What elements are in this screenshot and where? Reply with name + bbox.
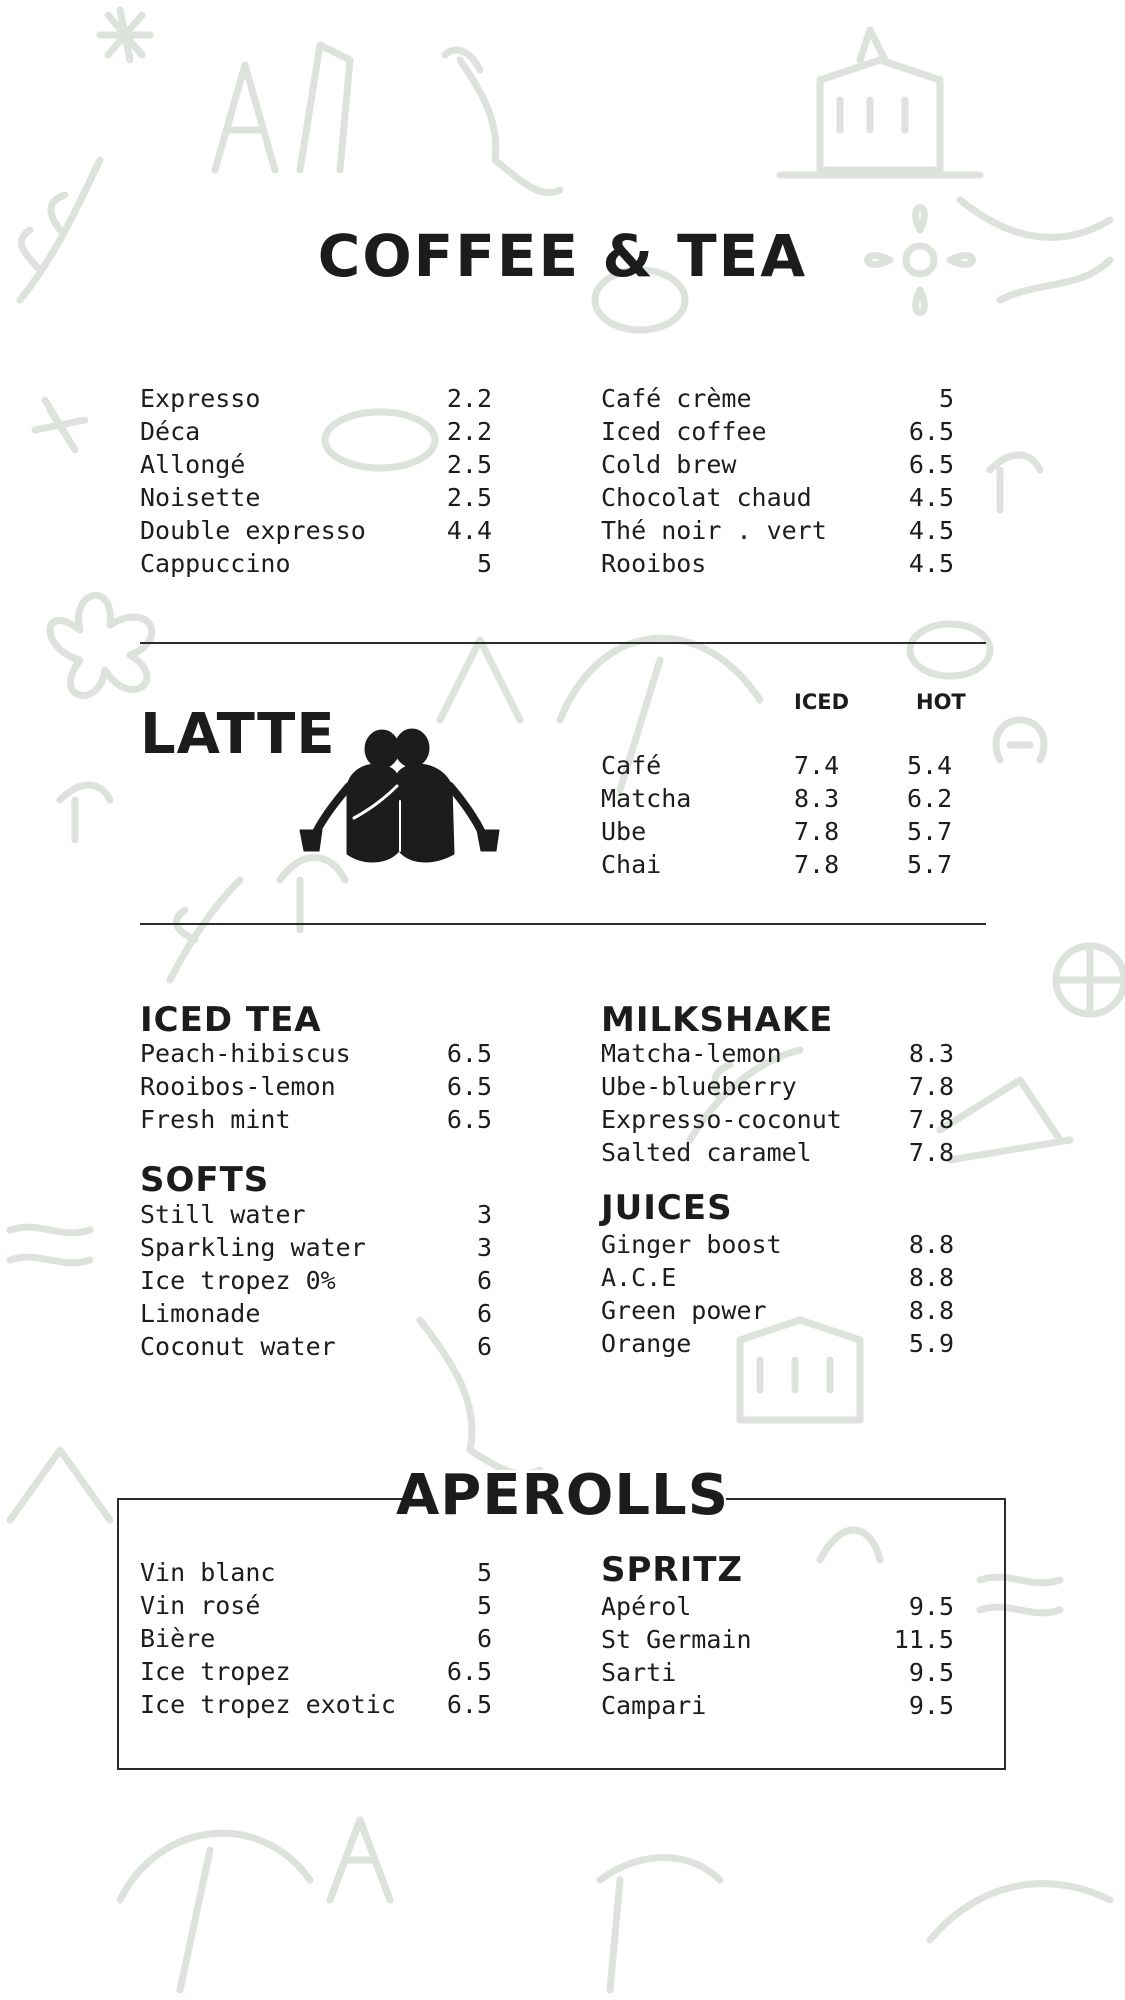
milkshake-title: MILKSHAKE xyxy=(601,1000,834,1040)
item-price: 6.5 xyxy=(908,450,954,479)
menu-item xyxy=(140,1297,492,1330)
item-name: Vin blanc xyxy=(140,1558,276,1587)
item-price: 5 xyxy=(938,384,954,413)
item-price: 9.5 xyxy=(908,1592,954,1621)
menu-item xyxy=(601,448,954,481)
item-price: 5 xyxy=(476,549,492,578)
menu-item xyxy=(601,1656,954,1689)
menu-item xyxy=(140,1655,492,1688)
menu-item xyxy=(601,1623,954,1656)
item-name: St Germain xyxy=(601,1625,752,1654)
coffee-tea-right-list xyxy=(601,382,954,580)
item-name: Cappuccino xyxy=(140,549,291,578)
item-name: Allongé xyxy=(140,450,246,479)
item-name: Orange xyxy=(601,1329,692,1358)
item-price: 6.5 xyxy=(446,1072,492,1101)
item-price: 6 xyxy=(476,1299,492,1328)
menu-item xyxy=(140,448,492,481)
item-name: Campari xyxy=(601,1691,707,1720)
latte-row xyxy=(601,749,958,782)
menu-item xyxy=(601,481,954,514)
item-price: 4.5 xyxy=(908,516,954,545)
item-price: 6 xyxy=(476,1624,492,1653)
item-name: Ginger boost xyxy=(601,1230,782,1259)
item-name: Thé noir . vert xyxy=(601,516,827,545)
item-name: Ice tropez xyxy=(140,1657,291,1686)
menu-item xyxy=(601,1228,954,1261)
latte-title: LATTE xyxy=(140,702,336,767)
menu-item xyxy=(601,382,954,415)
item-price: 6.5 xyxy=(446,1039,492,1068)
latte-iced-price: 7.8 xyxy=(794,817,840,846)
item-name: Rooibos xyxy=(601,549,707,578)
latte-item-name: Café xyxy=(601,751,662,780)
latte-iced-price: 7.4 xyxy=(794,751,840,780)
item-name: Noisette xyxy=(140,483,261,512)
item-price: 2.2 xyxy=(446,417,492,446)
item-price: 8.8 xyxy=(908,1263,954,1292)
item-price: 9.5 xyxy=(908,1658,954,1687)
item-price: 8.3 xyxy=(908,1039,954,1068)
latte-iced-price: 8.3 xyxy=(794,784,840,813)
menu-item xyxy=(601,514,954,547)
item-price: 6.5 xyxy=(446,1657,492,1686)
menu-item xyxy=(601,1136,954,1169)
menu-item xyxy=(140,1688,492,1721)
spritz-title: SPRITZ xyxy=(601,1550,744,1590)
iced-tea-list xyxy=(140,1037,492,1136)
item-name: Iced coffee xyxy=(601,417,767,446)
item-name: Peach-hibiscus xyxy=(140,1039,351,1068)
item-price: 4.5 xyxy=(908,483,954,512)
spritz-list xyxy=(601,1590,954,1722)
latte-hot-price: 6.2 xyxy=(907,784,953,813)
menu-item xyxy=(601,1327,954,1360)
item-price: 2.5 xyxy=(446,450,492,479)
juices-title: JUICES xyxy=(601,1188,733,1228)
softs-title: SOFTS xyxy=(140,1160,270,1200)
item-name: Café crème xyxy=(601,384,752,413)
item-price: 7.8 xyxy=(908,1138,954,1167)
latte-column-hot: HOT xyxy=(916,690,966,714)
menu-item xyxy=(140,1589,492,1622)
item-name: Coconut water xyxy=(140,1332,336,1361)
menu-item xyxy=(140,1070,492,1103)
item-name: Limonade xyxy=(140,1299,261,1328)
menu-item xyxy=(140,1037,492,1070)
menu-item xyxy=(601,1261,954,1294)
item-price: 6.5 xyxy=(446,1105,492,1134)
item-name: A.C.E xyxy=(601,1263,677,1292)
menu-item xyxy=(140,382,492,415)
item-price: 11.5 xyxy=(893,1625,954,1654)
latte-item-name: Chai xyxy=(601,850,662,879)
couple-illustration xyxy=(292,726,512,876)
item-price: 4.5 xyxy=(908,549,954,578)
item-price: 6.5 xyxy=(908,417,954,446)
item-price: 6.5 xyxy=(446,1690,492,1719)
item-price: 5 xyxy=(476,1558,492,1587)
milkshake-list xyxy=(601,1037,954,1169)
softs-list xyxy=(140,1198,492,1363)
divider xyxy=(140,923,986,925)
menu-item xyxy=(140,481,492,514)
latte-hot-price: 5.7 xyxy=(907,850,953,879)
menu-item xyxy=(140,547,492,580)
item-price: 7.8 xyxy=(908,1105,954,1134)
item-name: Chocolat chaud xyxy=(601,483,812,512)
menu-item xyxy=(601,1103,954,1136)
latte-hot-price: 5.4 xyxy=(907,751,953,780)
menu-item xyxy=(601,547,954,580)
item-name: Expresso xyxy=(140,384,261,413)
menu-item xyxy=(601,415,954,448)
latte-item-name: Ube xyxy=(601,817,647,846)
menu-item xyxy=(140,1198,492,1231)
item-name: Fresh mint xyxy=(140,1105,291,1134)
item-name: Sarti xyxy=(601,1658,677,1687)
item-name: Double expresso xyxy=(140,516,366,545)
menu-item xyxy=(601,1037,954,1070)
menu-item xyxy=(140,1556,492,1589)
latte-hot-price: 5.7 xyxy=(907,817,953,846)
latte-row xyxy=(601,782,958,815)
item-name: Expresso-coconut xyxy=(601,1105,842,1134)
menu-item xyxy=(140,1622,492,1655)
item-name: Ice tropez exotic xyxy=(140,1690,396,1719)
latte-row xyxy=(601,815,958,848)
item-price: 2.2 xyxy=(446,384,492,413)
item-price: 3 xyxy=(476,1233,492,1262)
menu-item xyxy=(140,1264,492,1297)
menu-item xyxy=(140,1231,492,1264)
item-price: 5 xyxy=(476,1591,492,1620)
item-price: 7.8 xyxy=(908,1072,954,1101)
aperolls-title: APEROLLS xyxy=(395,1463,730,1528)
item-price: 9.5 xyxy=(908,1691,954,1720)
item-name: Vin rosé xyxy=(140,1591,261,1620)
item-name: Matcha-lemon xyxy=(601,1039,782,1068)
item-price: 5.9 xyxy=(908,1329,954,1358)
latte-item-name: Matcha xyxy=(601,784,692,813)
menu-item xyxy=(601,1294,954,1327)
juices-list xyxy=(601,1228,954,1360)
menu-item xyxy=(601,1689,954,1722)
menu-item xyxy=(140,1330,492,1363)
latte-row xyxy=(601,848,958,881)
item-name: Salted caramel xyxy=(601,1138,812,1167)
item-price: 4.4 xyxy=(446,516,492,545)
aperolls-list xyxy=(140,1556,492,1721)
item-price: 8.8 xyxy=(908,1230,954,1259)
item-name: Déca xyxy=(140,417,201,446)
menu-item xyxy=(140,514,492,547)
menu-item xyxy=(601,1070,954,1103)
coffee-tea-title: COFFEE & TEA xyxy=(317,222,808,290)
item-name: Rooibos-lemon xyxy=(140,1072,336,1101)
item-name: Bière xyxy=(140,1624,216,1653)
latte-iced-price: 7.8 xyxy=(794,850,840,879)
menu-item xyxy=(601,1590,954,1623)
divider xyxy=(140,642,986,644)
menu-item xyxy=(140,1103,492,1136)
item-name: Apérol xyxy=(601,1592,692,1621)
latte-column-iced: ICED xyxy=(794,690,850,714)
item-price: 2.5 xyxy=(446,483,492,512)
item-name: Ice tropez 0% xyxy=(140,1266,336,1295)
item-price: 3 xyxy=(476,1200,492,1229)
menu-item xyxy=(140,415,492,448)
item-price: 6 xyxy=(476,1266,492,1295)
item-name: Sparkling water xyxy=(140,1233,366,1262)
coffee-tea-left-list xyxy=(140,382,492,580)
item-name: Ube-blueberry xyxy=(601,1072,797,1101)
item-name: Still water xyxy=(140,1200,306,1229)
iced-tea-title: ICED TEA xyxy=(140,1000,322,1040)
item-name: Cold brew xyxy=(601,450,737,479)
item-price: 8.8 xyxy=(908,1296,954,1325)
item-name: Green power xyxy=(601,1296,767,1325)
item-price: 6 xyxy=(476,1332,492,1361)
